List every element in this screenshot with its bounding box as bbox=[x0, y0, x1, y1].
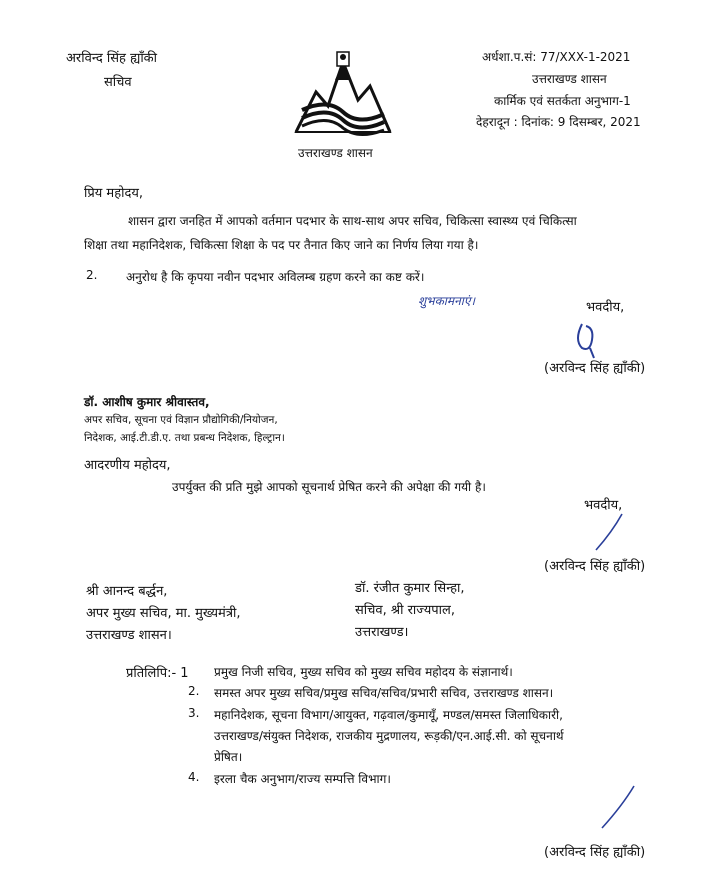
signatory-name: (अरविन्द सिंह ह्याँकी) bbox=[544, 845, 646, 860]
addressee-line: उत्तराखण्ड शासन। bbox=[86, 628, 172, 643]
copy-item: प्रमुख निजी सचिव, मुख्य सचिव को मुख्य सचिव महोदय के संज्ञानार्थ। bbox=[214, 665, 513, 679]
paragraph-text: अनुरोध है कि कृपया नवीन पदभार अविलम्ब ग्रहण करने का कष्ट करें। bbox=[126, 270, 425, 284]
copy-item: उत्तराखण्ड/संयुक्त निदेशक, राजकीय मुद्रणालय, रूड़की/एन.आई.सी. को सूचनार्थ bbox=[214, 729, 564, 743]
salutation: प्रिय महोदय, bbox=[84, 186, 144, 201]
salutation: आदरणीय महोदय, bbox=[84, 458, 171, 473]
signature-icon bbox=[578, 510, 628, 556]
signatory-name: (अरविन्द सिंह ह्याँकी) bbox=[544, 559, 646, 574]
handwritten-note: शुभकामनाएं। bbox=[418, 294, 476, 308]
signature-icon bbox=[570, 318, 610, 362]
copy-to-label: प्रतिलिपि:- 1 bbox=[126, 666, 189, 681]
recipient-name: डॉ. आशीष कुमार श्रीवास्तव, bbox=[84, 395, 210, 409]
recipient-line: निदेशक, आई.टी.डी.ए. तथा प्रबन्ध निदेशक, हिल्ट्रान। bbox=[84, 432, 285, 444]
copy-item-number: 4. bbox=[188, 770, 200, 784]
closing: भवदीय, bbox=[586, 300, 625, 315]
place-date: देहरादून : दिनांक: 9 दिसम्बर, 2021 bbox=[476, 115, 641, 129]
copy-item: प्रेषित। bbox=[214, 750, 243, 764]
paragraph-number: 2. bbox=[86, 268, 98, 282]
emblem-caption: उत्तराखण्ड शासन bbox=[298, 146, 373, 160]
department-name: कार्मिक एवं सतर्कता अनुभाग-1 bbox=[494, 94, 631, 108]
signature-icon bbox=[596, 782, 640, 834]
copy-item-number: 3. bbox=[188, 706, 200, 720]
recipient-line: अपर सचिव, सूचना एवं विज्ञान प्रौद्योगिकी/नियोजन, bbox=[84, 414, 278, 426]
uttarakhand-emblem-logo bbox=[288, 40, 398, 140]
copy-item-number: 2. bbox=[188, 684, 200, 698]
addressee-name: डॉ. रंजीत कुमार सिन्हा, bbox=[355, 581, 465, 596]
body-line: शासन द्वारा जनहित में आपको वर्तमान पदभार के साथ-साथ अपर सचिव, चिकित्सा स्वास्थ्य एवं चिकित्सा bbox=[128, 214, 577, 228]
copy-item: इरला चैक अनुभाग/राज्य सम्पत्ति विभाग। bbox=[214, 772, 391, 786]
sender-name: अरविन्द सिंह ह्याँकी bbox=[66, 51, 158, 66]
closing: भवदीय, bbox=[584, 498, 623, 513]
sender-post: सचिव bbox=[104, 75, 132, 90]
addressee-line: उत्तराखण्ड। bbox=[355, 625, 409, 640]
addressee-line: सचिव, श्री राज्यपाल, bbox=[355, 603, 455, 618]
body-line: शिक्षा तथा महानिदेशक, चिकित्सा शिक्षा के पद पर तैनात किए जाने का निर्णय लिया गया है। bbox=[84, 238, 479, 252]
body-line: उपर्युक्त की प्रति मुझे आपको सूचनार्थ प्रेषित करने की अपेक्षा की गयी है। bbox=[172, 480, 486, 494]
reference-number: अर्धशा.प.सं: 77/XXX-1-2021 bbox=[482, 50, 631, 64]
government-name: उत्तराखण्ड शासन bbox=[532, 72, 607, 86]
copy-item: महानिदेशक, सूचना विभाग/आयुक्त, गढ़वाल/कुमायूँ, मण्डल/समस्त जिलाधिकारी, bbox=[214, 708, 563, 722]
addressee-name: श्री आनन्द बर्द्धन, bbox=[86, 584, 168, 599]
copy-item: समस्त अपर मुख्य सचिव/प्रमुख सचिव/सचिव/प्रभारी सचिव, उत्तराखण्ड शासन। bbox=[214, 686, 554, 700]
signatory-name: (अरविन्द सिंह ह्याँकी) bbox=[544, 361, 646, 376]
addressee-line: अपर मुख्य सचिव, मा. मुख्यमंत्री, bbox=[86, 606, 241, 621]
